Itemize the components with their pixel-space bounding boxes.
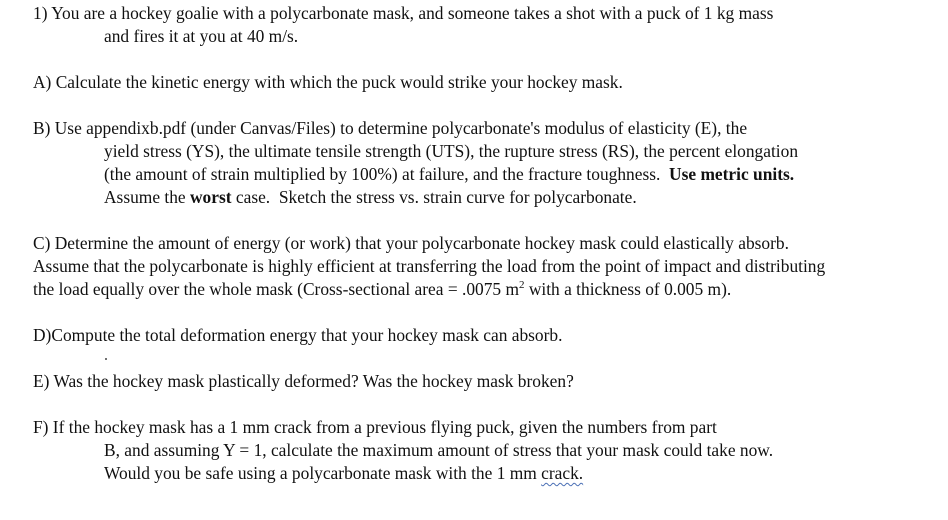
part-e-line-1: E) Was the hockey mask plastically deformed? Was the hockey mask broken? <box>33 371 574 391</box>
part-c-line-3 <box>33 278 731 300</box>
part-b-line-4-pre: Assume the <box>104 187 190 207</box>
spellcheck-underlined-word: crack. <box>541 463 584 483</box>
part-f-line-1: F) If the hockey mask has a 1 mm crack from a previous flying puck, given the numbers from part <box>33 417 717 437</box>
part-f-line-2: B, and assuming Y = 1, calculate the maximum amount of stress that your mask could take now. <box>104 440 774 460</box>
part-f-line-3-pre: Would you be safe using a polycarbonate mask with the 1 mm <box>104 463 542 483</box>
stray-dot <box>105 358 107 360</box>
worst-emphasis: worst <box>189 187 232 207</box>
part-b-line-3-text: (the amount of strain multiplied by 100%) at failure, and the fracture toughness. <box>104 164 670 184</box>
part-f-line-3 <box>104 462 583 484</box>
part-d-line-1: D)Compute the total deformation energy that your hockey mask can absorb. <box>33 325 563 345</box>
metric-units-emphasis: Use metric units. <box>669 164 795 184</box>
part-b-line-4 <box>104 186 637 208</box>
part-b-line-3 <box>104 163 794 185</box>
part-c-line-2: Assume that the polycarbonate is highly efficient at transferring the load from the point of impact and distributing <box>33 256 826 276</box>
part-c-line-1: C) Determine the amount of energy (or work) that your polycarbonate hockey mask could elastically absorb. <box>33 233 789 253</box>
part-b-line-1: B) Use appendixb.pdf (under Canvas/Files) to determine polycarbonate's modulus of elasticity (E), the <box>33 118 748 138</box>
part-a-line-1: A) Calculate the kinetic energy with which the puck would strike your hockey mask. <box>33 72 623 92</box>
part-c-line-3-pre: the load equally over the whole mask (Cross-sectional area = .0075 m <box>33 279 519 299</box>
question-1-line-2: and fires it at you at 40 m/s. <box>104 26 299 46</box>
squared-superscript: 2 <box>518 279 525 292</box>
part-c-line-3-post: with a thickness of 0.005 m). <box>524 279 732 299</box>
part-b-line-4-post: case. Sketch the stress vs. strain curve for polycarbonate. <box>231 187 637 207</box>
part-b-line-2: yield stress (YS), the ultimate tensile strength (UTS), the rupture stress (RS), the percent elongation <box>104 141 799 161</box>
question-1-line-1: 1) You are a hockey goalie with a polycarbonate mask, and someone takes a shot with a puck of 1 kg mass <box>33 3 774 23</box>
